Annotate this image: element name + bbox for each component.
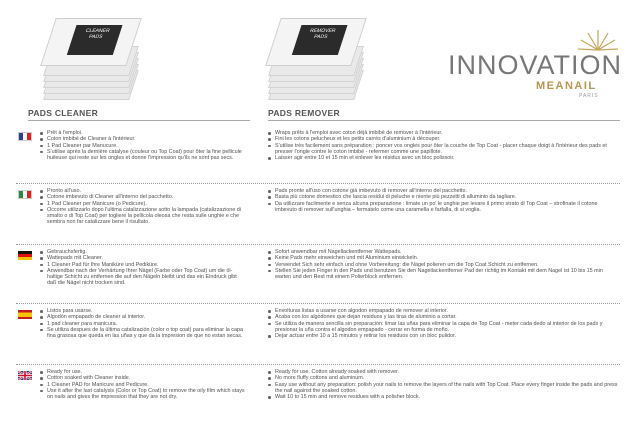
list-item: Keine Pads mehr einweichen und mit Aluminium einwickeln. <box>268 255 620 261</box>
list-item: Ready for use. Cotton already soaked with remover. <box>268 369 620 375</box>
list-item: Easy use without any preparation: polish your nails to remove the layers of the nails with Top Coat. Place every finger inside the pads and press the nail against the soaked cotton. <box>268 382 620 395</box>
list-item: 1 Pad Cleaner per Manicure (o Pedicure). <box>40 201 245 207</box>
row-divider <box>16 183 620 184</box>
brand-city: PARIS <box>579 93 599 99</box>
list-item: 1 pad cleaner para manicura. <box>40 321 245 327</box>
cleaner-list-it <box>40 188 245 226</box>
cleaner-list-es <box>40 308 245 339</box>
list-item: No more fluffy cottons and aluminum. <box>268 375 620 381</box>
cleaner-list-de <box>40 249 245 287</box>
list-item: Anwendbar nach der Verhärtung Ihrer Nägel (Farbe oder Top Coat) um die öl-haltige Schicht zu entfernen die auf den Nägeln bleibt und das ein Eindruck gibt daß die Nägel nicht trocken sind. <box>40 268 245 287</box>
brand-name: INNOVATION <box>448 50 623 80</box>
list-item: Da utilizzare facilmente e senza alcuna preparazione : limate un po' le unghie per levare il primo strato di Top Coat – strofinate il cotone imbevuto di remover sull'unghia – fermatelo come una caramella e farfalla, di si voglia. <box>268 201 620 214</box>
remover-pads-picture <box>255 8 375 103</box>
list-item: S'utilise très facilement sans préparation : poncer vos ongles pour ôter la couche de Top Coat - placer chaque doigt à l'intérieur des pads et presser l'ongle contre le coton imbibé - refermer comme une papillote. <box>268 143 620 156</box>
french-flag-icon <box>18 132 32 141</box>
list-item: Algodón empapado de cleaner al interior. <box>40 314 245 320</box>
list-item: Ready for use. <box>40 369 245 375</box>
list-item: Laisser agir entre 10 et 15 min et enlever les résidus avec un bloc polissoir. <box>268 155 620 161</box>
list-item: Wraps prêts à l'emploi avec coton déjà imbibé de remover à l'intérieur. <box>268 130 620 136</box>
list-item: Wait 10 to 15 min and remove residues with a polisher block. <box>268 394 620 400</box>
cleaner-column-title: PADS CLEANER <box>28 108 99 118</box>
list-item: Pads pronte all'uso con cotone già imbevuto di remover all'interno del pacchetto. <box>268 188 620 194</box>
list-item: Listos para usarse. <box>40 308 245 314</box>
cleaner-pack-label: CLEANER PADS <box>67 25 123 55</box>
list-item: 1 Cleaner PAD for Manicure and Pedicure. <box>40 382 245 388</box>
list-item: Cotton soaked with Cleaner inside. <box>40 375 245 381</box>
list-item: Verwendet Sich sehr einfach und ohne Vorbereitung: die Nägel polieren um die Top Coat Schicht zu entfernen. <box>268 262 620 268</box>
remover-list-it <box>268 188 620 213</box>
row-divider <box>16 364 620 365</box>
remover-list-fr <box>268 130 620 161</box>
remover-list-de <box>268 249 620 280</box>
cleaner-list-fr <box>40 130 245 161</box>
remover-list-en <box>268 369 620 400</box>
spanish-flag-icon <box>18 310 32 319</box>
row-divider <box>16 303 620 304</box>
brand-logo <box>448 28 623 99</box>
list-item: Basta più cotone domestico che lascia residui di peluche e niente più pezzetti di alluminio da tagliare. <box>268 194 620 200</box>
list-item: Fini les cotons pelucheux et les petits carrés d'aluminium à découper. <box>268 136 620 142</box>
list-item: Acaba con los algodones que dejan residuos y las tiras de aluminio a cortar. <box>268 314 620 320</box>
remover-list-es <box>268 308 620 339</box>
italian-flag-icon <box>18 190 32 199</box>
list-item: Gebrauchsfertig. <box>40 249 245 255</box>
cleaner-pads-picture <box>30 8 150 103</box>
list-item: Coton imbibé de Cleaner à l'intérieur. <box>40 136 245 142</box>
remover-pack-label: REMOVER PADS <box>292 25 348 55</box>
remover-column-title: PADS REMOVER <box>268 108 340 118</box>
list-item: Cotone imbevuto di Cleaner all'interno del pacchetto. <box>40 194 245 200</box>
list-item: S'utilise après la dernière catalyse (couleur ou Top Coat) pour ôter la fine pellicule huileuse qui reste sur les ongles et donne l'impression qu'ils ne sont pas secs. <box>40 149 245 162</box>
uk-flag-icon <box>18 371 32 380</box>
list-item: Pronto all'uso. <box>40 188 245 194</box>
list-item: Se utiliza de manera sencilla sin preparación: limar las uñas para eliminar la capa de Top Coat - meter cada dedo al interior de los pads y presionar la uña contra el algodon empapado - cerrar en forma de moño. <box>268 321 620 334</box>
german-flag-icon <box>18 251 32 260</box>
brand-sub: MEANAIL <box>536 80 597 92</box>
list-item: Occorre utilizzarlo dopo l'ultima catalizzazione sotto la lampada (catalizzazione di smalto o di Top Coat) per togliere la pellicola oleosa che resta sulle unghie e che sembra non far catalizzare bene il risultato. <box>40 207 245 226</box>
list-item: Se utiliza despues de la última catalización (color o top coat) para eliminar la capa fina grasosa que queda en las uñas y que da la impresion de que no estan secas. <box>40 327 245 340</box>
divider <box>268 120 620 121</box>
divider <box>28 120 250 121</box>
list-item: 1 Cleaner Pad für Ihre Maniküre und Pediküre. <box>40 262 245 268</box>
list-item: Prêt à l'emploi. <box>40 130 245 136</box>
list-item: Stellen Sie jeden Finger in den Pads und benutzen Sie den Nagellackentferner Pad der richtig im Kontakt mit dem Nagel ist 10 bis 15 min warten und den Rest mit einem Polierblock entfernen. <box>268 268 620 281</box>
list-item: Dejar actuar entre 10 a 15 minutos y retirar los residuos con un bloc pulidor. <box>268 333 620 339</box>
list-item: Sofort anwendbar mit Nagellackentferner Wattepads. <box>268 249 620 255</box>
list-item: 1 Pad Cleaner par Manucure. <box>40 143 245 149</box>
row-divider <box>16 244 620 245</box>
list-item: Envolturas listas a usarse con algodon empapado de remover al interior. <box>268 308 620 314</box>
list-item: Wattepads mit Cleaner. <box>40 255 245 261</box>
cleaner-list-en <box>40 369 245 400</box>
list-item: Use it after the last catalysis (Color or Top Coat) to remove the oily film which stays on nails and gives the impression that they are not dry. <box>40 388 245 401</box>
